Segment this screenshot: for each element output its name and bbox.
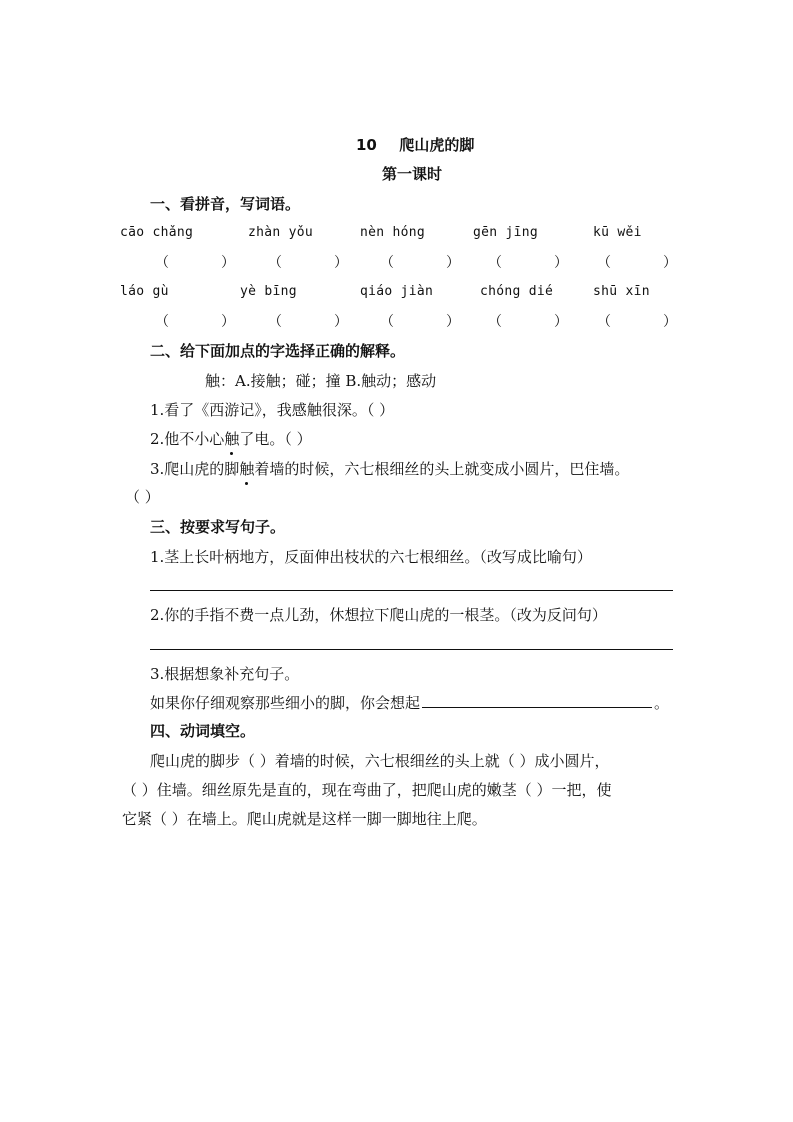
pinyin-item: nèn hóng bbox=[360, 225, 426, 240]
pinyin-item: chóng dié bbox=[480, 284, 554, 299]
answer-blank[interactable]: （ ） bbox=[380, 314, 460, 330]
section4-heading: 四、动词填空。 bbox=[150, 722, 256, 740]
lesson-title: 爬山虎的脚 bbox=[399, 136, 475, 154]
question-2-2: 2.他不小心触了电。（ ） bbox=[150, 430, 312, 448]
passage-line-3: 它紧（ ）在墙上。爬山虎就是这样一脚一脚地往上爬。 bbox=[122, 810, 487, 828]
dotted-char: 触 bbox=[224, 430, 240, 448]
answer-blank[interactable]: （ ） bbox=[380, 255, 460, 271]
answer-line[interactable] bbox=[150, 649, 673, 650]
section3-heading: 三、按要求写句子。 bbox=[150, 518, 286, 536]
fill-blank[interactable] bbox=[422, 693, 652, 708]
passage-line-1: 爬山虎的脚步（ ）着墙的时候，六七根细丝的头上就（ ）成小圆片， bbox=[150, 752, 610, 770]
pinyin-item: yè bīng bbox=[240, 284, 297, 299]
dotted-char: 触 bbox=[239, 460, 255, 478]
question-2-3: 3.爬山虎的脚触着墙的时候，六七根细丝的头上就变成小圆片，巴住墙。 bbox=[150, 460, 630, 478]
answer-blank[interactable]: （ ） bbox=[488, 314, 568, 330]
passage-line-2: （ ）住墙。细丝原先是直的，现在弯曲了，把爬山虎的嫩茎（ ）一把，使 bbox=[122, 781, 612, 799]
page-subtitle: 第一课时 bbox=[382, 165, 443, 183]
answer-line[interactable] bbox=[150, 590, 673, 591]
question-2-3-answer[interactable]: （ ） bbox=[125, 488, 160, 506]
question-3-1: 1.茎上长叶柄地方，反面伸出枝状的六七根细丝。（改写成比喻句） bbox=[150, 548, 592, 566]
pinyin-item: shū xīn bbox=[593, 284, 650, 299]
answer-blank[interactable]: （ ） bbox=[155, 314, 235, 330]
pinyin-item: kū wěi bbox=[593, 225, 642, 240]
answer-blank[interactable]: （ ） bbox=[155, 255, 235, 271]
question-3-2: 2.你的手指不费一点儿劲，休想拉下爬山虎的一根茎。（改为反问句） bbox=[150, 606, 607, 624]
answer-row-2 bbox=[0, 311, 793, 331]
answer-blank[interactable]: （ ） bbox=[488, 255, 568, 271]
definition-line: 触：A.接触；碰；撞 B.触动；感动 bbox=[205, 372, 437, 390]
question-3-3-sentence: 如果你仔细观察那些细小的脚，你会想起 。 bbox=[150, 694, 670, 712]
question-2-1: 1.看了《西游记》，我感触很深。（ ） bbox=[150, 401, 395, 419]
pinyin-item: zhàn yǒu bbox=[248, 225, 314, 240]
pinyin-item: cāo chǎng bbox=[120, 225, 194, 240]
answer-blank[interactable]: （ ） bbox=[268, 314, 348, 330]
answer-row-1 bbox=[0, 252, 793, 272]
page-title bbox=[356, 134, 474, 155]
section1-heading: 一、看拼音，写词语。 bbox=[150, 195, 301, 213]
pinyin-item: láo gù bbox=[120, 284, 169, 299]
answer-blank[interactable]: （ ） bbox=[597, 314, 677, 330]
section2-heading: 二、给下面加点的字选择正确的解释。 bbox=[150, 342, 406, 360]
pinyin-item: gēn jīng bbox=[473, 225, 539, 240]
lesson-number: 10 bbox=[356, 136, 377, 154]
answer-blank[interactable]: （ ） bbox=[597, 255, 677, 271]
answer-blank[interactable]: （ ） bbox=[268, 255, 348, 271]
question-3-3: 3.根据想象补充句子。 bbox=[150, 665, 300, 683]
pinyin-item: qiáo jiàn bbox=[360, 284, 434, 299]
